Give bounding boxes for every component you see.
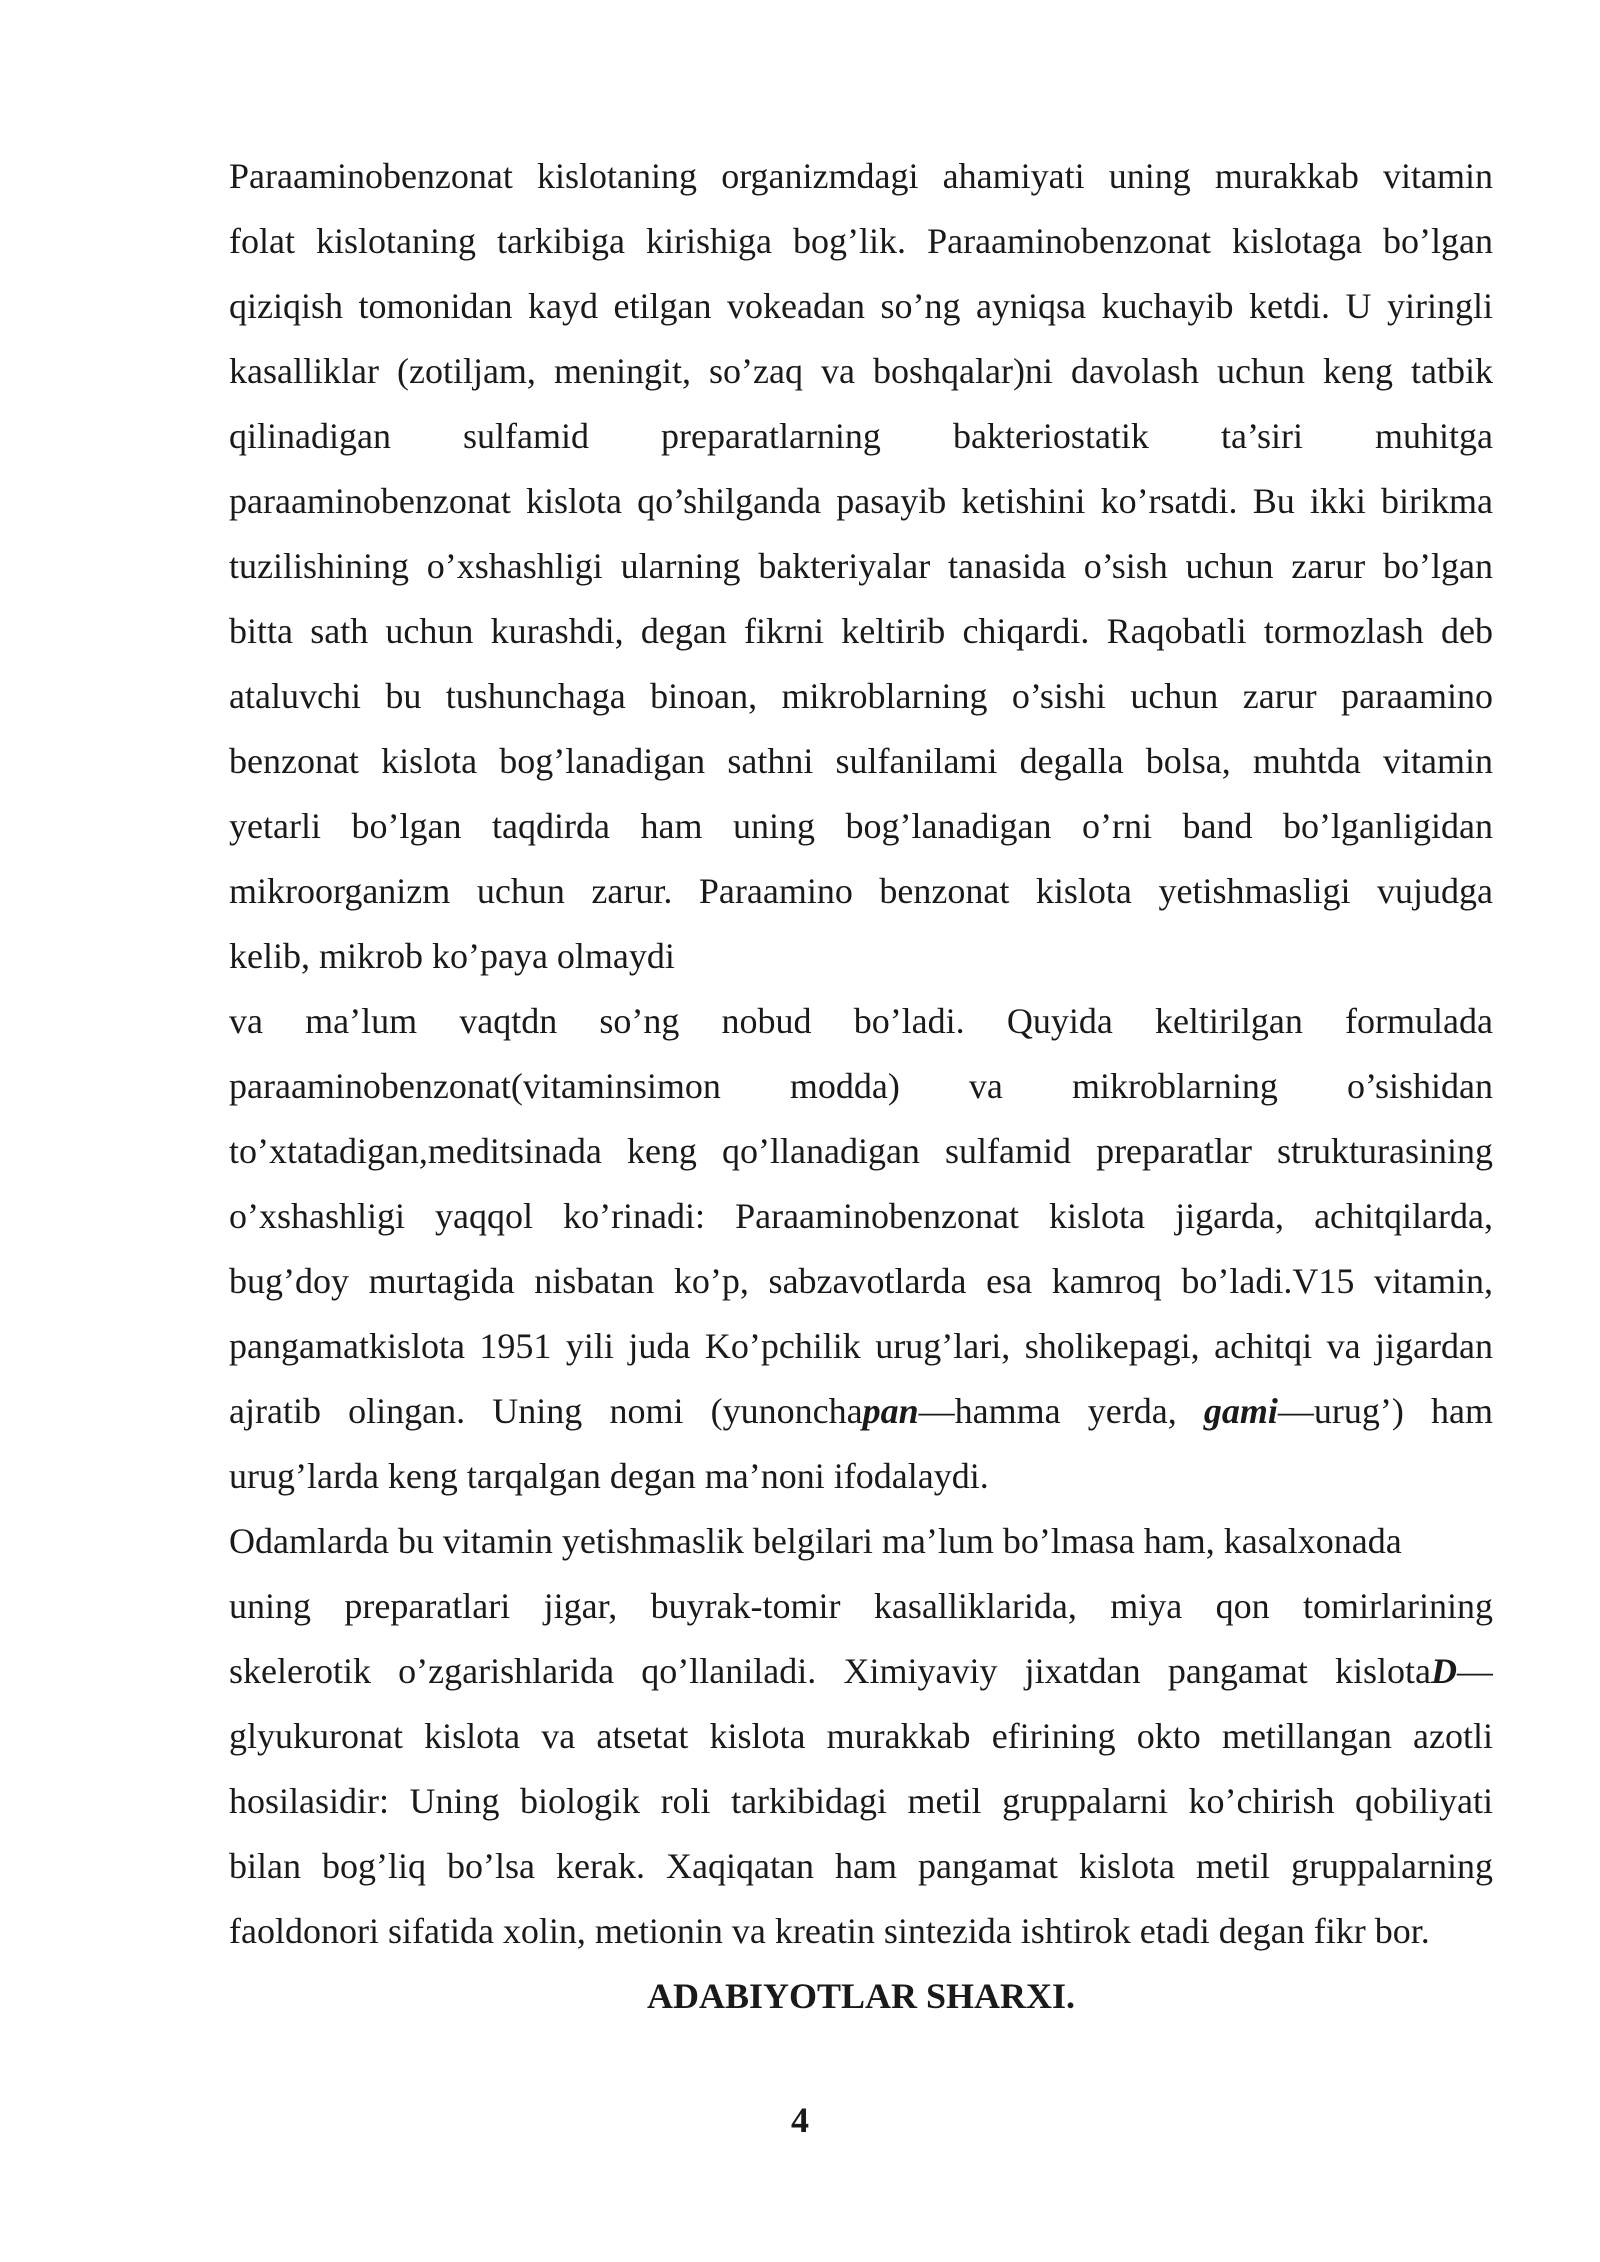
paragraph-sulfamid-formula xyxy=(229,989,1493,1509)
text-segment: —urug’) ham xyxy=(1277,1391,1493,1431)
text-line: hosilasidir: Uning biologik roli tarkibidagi metil gruppalarni ko’chirish qobiliyati xyxy=(229,1781,1493,1821)
text-line: tuzilishining o’xshashligi ularning bakteriyalar tanasida o’sish uchun zarur bo’lgan xyxy=(229,546,1493,586)
text-line: yetarli bo’lgan taqdirda ham uning bog’lanadigan o’rni band bo’lganligidan xyxy=(229,806,1493,846)
text-segment: — xyxy=(1457,1651,1493,1691)
text-line: to’xtatadigan,meditsinada keng qo’llanadigan sulfamid preparatlar strukturasining xyxy=(229,1131,1493,1171)
text-line: kasalliklar (zotiljam, meningit, so’zaq va boshqalar)ni davolash uchun keng tatbik xyxy=(229,351,1493,391)
emphasis-term-gami: gami xyxy=(1203,1391,1278,1431)
text-line: va ma’lum vaqtdn so’ng nobud bo’ladi. Quyida keltirilgan formulada xyxy=(229,1001,1493,1041)
text-line: Paraaminobenzonat kislotaning organizmdagi ahamiyati uning murakkab vitamin xyxy=(229,156,1493,196)
text-line: ataluvchi bu tushunchaga binoan, mikroblarning o’sishi uchun zarur paraamino xyxy=(229,676,1493,716)
text-line: paraaminobenzonat(vitaminsimon modda) va mikroblarning o’sishidan xyxy=(229,1066,1493,1106)
text-line: o’xshashligi yaqqol ko’rinadi: Paraaminobenzonat kislota jigarda, achitqilarda, xyxy=(229,1196,1493,1236)
text-line: qilinadigan sulfamid preparatlarning bakteriostatik ta’siri muhitga xyxy=(229,416,1493,456)
emphasis-term-d: D xyxy=(1431,1651,1457,1691)
text-line: urug’larda keng tarqalgan degan ma’noni ifodalaydi. xyxy=(229,1456,989,1496)
text-line: pangamatkislota 1951 yili juda Ko’pchilik urug’lari, sholikepagi, achitqi va jigardan xyxy=(229,1326,1493,1366)
text-line: glyukuronat kislota va atsetat kislota murakkab efirining okto metillangan azotli xyxy=(229,1716,1493,1756)
page-number: 4 xyxy=(791,2100,809,2140)
text-line: faoldonori sifatida xolin, metionin va kreatin sintezida ishtirok etadi degan fikr bor. xyxy=(229,1911,1430,1951)
text-line: paraaminobenzonat kislota qo’shilganda pasayib ketishini ko’rsatdi. Bu ikki birikma xyxy=(229,481,1493,521)
text-line-with-emphasis xyxy=(229,1639,1493,1704)
text-segment: —hamma yerda, xyxy=(918,1391,1204,1431)
text-line: bug’doy murtagida nisbatan ko’p, sabzavotlarda esa kamroq bo’ladi.V15 vitamin, xyxy=(229,1261,1493,1301)
text-line: bitta sath uchun kurashdi, degan fikrni keltirib chiqardi. Raqobatli tormozlash deb xyxy=(229,611,1493,651)
section-heading: ADABIYOTLAR SHARXI. xyxy=(646,1976,1076,2016)
text-line: mikroorganizm uchun zarur. Paraamino benzonat kislota yetishmasligi vujudga xyxy=(229,871,1493,911)
emphasis-term-pan: pan xyxy=(862,1391,919,1431)
text-line: qiziqish tomonidan kayd etilgan vokeadan so’ng ayniqsa kuchayib ketdi. U yiringli xyxy=(229,286,1493,326)
text-line: uning preparatlari jigar, buyrak-tomir kasalliklarida, miya qon tomirlarining xyxy=(229,1586,1493,1626)
text-line: folat kislotaning tarkibiga kirishiga bog’lik. Paraaminobenzonat kislotaga bo’lgan xyxy=(229,221,1493,261)
text-line-with-emphasis xyxy=(229,1379,1493,1444)
text-line: Odamlarda bu vitamin yetishmaslik belgilari ma’lum bo’lmasa ham, kasalxonada xyxy=(229,1521,1402,1561)
text-line: kelib, mikrob ko’paya olmaydi xyxy=(229,936,675,976)
paragraph-pangamat-kislota xyxy=(229,1509,1493,1964)
text-line: benzonat kislota bog’lanadigan sathni sulfanilami degalla bolsa, muhtda vitamin xyxy=(229,741,1493,781)
document-page xyxy=(229,144,1493,2029)
text-segment: ajratib olingan. Uning nomi (yunoncha xyxy=(229,1391,863,1431)
text-line: bilan bog’liq bo’lsa kerak. Xaqiqatan ham pangamat kislota metil gruppalarning xyxy=(229,1846,1493,1886)
text-segment: skelerotik o’zgarishlarida qo’llaniladi. Ximiyaviy jixatdan pangamat kislota xyxy=(229,1651,1431,1691)
paragraph-paraaminobenzonat-intro xyxy=(229,144,1493,989)
